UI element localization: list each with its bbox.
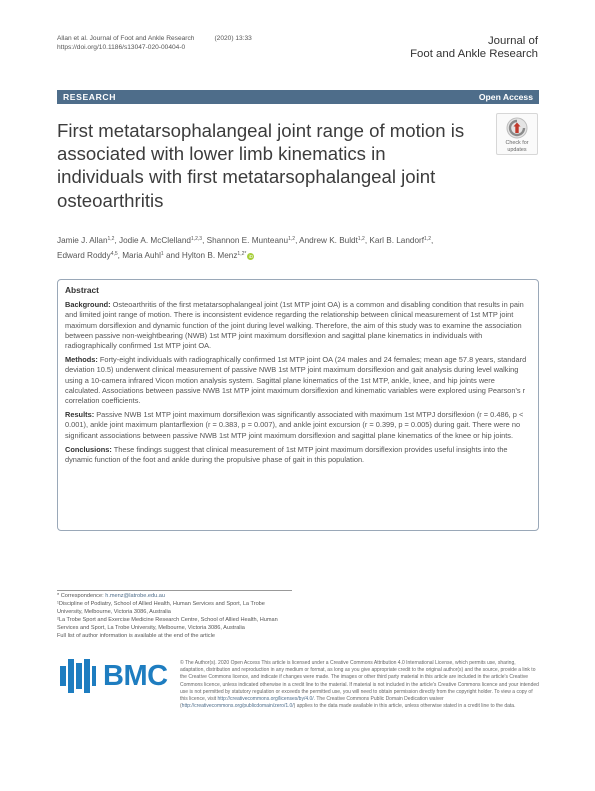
journal-name [410, 35, 538, 62]
doi-link[interactable]: https://doi.org/10.1186/s13047-020-00404-0 [57, 44, 186, 52]
correspondence-email[interactable]: h.menz@latrobe.edu.au [105, 593, 166, 599]
bmc-logo-text: BMC [103, 660, 168, 692]
abstract-methods: Methods: Forty-eight individuals with radiographically confirmed 1st MTP joint OA (24 males and 24 females; mean age 57.8 years, standard deviation 10.5) underwent clinical measurement of passive NWB 1st MTP joint maximum dorsiflexion and gait analysis during level walking using a 10-camera infrared Vicon motion analysis system. Sagittal plane kinematics of the 1st MTP, ankle, knee, and hip joints were calculated. Associations between passive NWB 1st MTP joint maximum dorsiflexion and kinematic variables were explored using Pearson's r correlation coefficients. [65, 355, 527, 406]
abstract-box [57, 279, 539, 531]
license-text: © The Author(s). 2020 Open Access This article is licensed under a Creative Commons Attribution 4.0 International License, which permits use, sharing, adaptation, distribution and reproduction in any medium or format, as long as you give appropriate credit to the original author(s) and the source, provide a link to the Creative Commons licence, and indicate if changes were made. The images or other third party material in this article are included in the article's Creative Commons licence, unless indicated otherwise in a credit line to the material. If material is not included in the article's Creative Commons licence and your intended use is not permitted by statutory regulation or exceeds the permitted use, you will need to obtain permission directly from the copyright holder. To view a copy of this licence, visit http://creativecommons.org/licenses/by/4.0/. The Creative Commons Public Domain Dedication waiver (http://creativecommons.org/publicdomain/zero/1.0/) applies to the data made available in this article, unless otherwise stated in a credit line to the data. [180, 660, 539, 710]
section-label: RESEARCH [63, 92, 117, 102]
check-for-updates-badge[interactable] [496, 113, 538, 155]
orcid-icon[interactable]: iD [248, 253, 253, 259]
affiliation-1: ¹Discipline of Podiatry, School of Allied Health, Human Services and Sport, La Trobe University, Melbourne, Victoria 3086, Australia [57, 600, 265, 615]
bmc-logo [59, 657, 168, 695]
author[interactable]: Jamie J. Allan$^{1,2}$ [57, 236, 115, 245]
article-title: First metatarsophalangeal joint range of motion is associated with lower limb kinematics in individuals with first metatarsophalangeal joint osteoarthritis [57, 120, 465, 211]
abstract-background: Background: Osteoarthritis of the first metatarsophalangeal joint (1st MTP joint OA) is a common and disabling condition that results in pain and limited joint range of motion. There is inconsistent evidence regarding the relationship between clinical measurement of 1st MTP joint maximum dorsiflexion and dynamic function of the joint during level walking. Therefore, the aim of this study was to examine the association between passive non-weightbearing (NWB) 1st MTP joint maximum dorsiflexion and sagittal plane kinematics in individuals with radiographically confirmed 1st MTP joint OA. [65, 300, 524, 351]
author[interactable]: Edward Roddy$^{4,5}$ [57, 250, 118, 260]
cc0-link[interactable]: http://creativecommons.org/publicdomain/zero/1.0/ [181, 703, 294, 710]
author[interactable]: Hylton B. Menz$^{1,2*}$ [181, 250, 247, 260]
author[interactable]: Maria Auhl$^1$ [122, 250, 164, 260]
license-link[interactable]: http://creativecommons.org/licenses/by/4.0/. [217, 696, 316, 703]
correspondence: * Correspondence: h.menz@latrobe.edu.au [57, 593, 166, 599]
bmc-logo-icon [59, 657, 97, 695]
open-access-label: Open Access [478, 92, 533, 102]
year-volume: (2020) 13:33 [214, 35, 252, 42]
journal-name-line1: Journal of [487, 35, 538, 47]
crossmark-icon [506, 117, 528, 139]
author[interactable]: Jodie A. McClelland$^{1,2,3}$ [119, 236, 203, 245]
author[interactable]: Andrew K. Buldt$^{1,2}$ [299, 236, 365, 245]
affiliation-2: ²La Trobe Sport and Exercise Medicine Research Centre, School of Allied Health, Human Services and Sport, La Trobe University, Melbourne, Victoria 3086, Australia [57, 616, 278, 631]
citation-line [57, 34, 252, 43]
badge-text-2: updates [507, 147, 527, 153]
journal-name-line2: Foot and Ankle Research [410, 48, 538, 61]
section-bar [57, 90, 539, 104]
running-header [57, 34, 252, 53]
author-line-1: Jamie J. Allan$^{1,2}$, Jodie A. McClelland$^{1,2,3}$, Shannon E. Munteanu$^{1,2}$, Andrew K. Buldt$^{1,2}$, Karl B. Landorf$^{1,2}$, [57, 236, 434, 245]
abstract-heading: Abstract [65, 285, 99, 295]
abstract-conclusions: Conclusions: These findings suggest that clinical measurement of 1st MTP joint maximum dorsiflexion provides useful insights into the dynamic function of the foot and ankle during the propulsive phase of gait in this population. [65, 444, 508, 465]
footnote [57, 590, 292, 640]
author[interactable]: Shannon E. Munteanu$^{1,2}$ [206, 236, 296, 245]
author-line-2: Edward Roddy$^{4,5}$, Maria Auhl$^1$ and Hylton B. Menz$^{1,2*}$ iD [57, 250, 253, 260]
citation: Allan et al. Journal of Foot and Ankle Research [57, 35, 195, 42]
author-info-note: Full list of author information is available at the end of the article [57, 632, 215, 639]
abstract-results: Results: Passive NWB 1st MTP joint maximum dorsiflexion was significantly associated with maximum 1st MTPJ dorsiflexion (r = 0.486, p < 0.001), ankle joint maximum plantarflexion (r = 0.383, p = 0.007), and ankle joint excursion (r = 0.399, p = 0.005) during gait. There were no significant associations between passive NWB 1st MTP joint maximum dorsiflexion and sagittal plane kinematics of the knee or hip joints. [65, 410, 524, 440]
author[interactable]: Karl B. Landorf$^{1,2}$ [369, 236, 431, 245]
badge-text-1: Check for [505, 140, 529, 146]
author-list [57, 233, 539, 262]
